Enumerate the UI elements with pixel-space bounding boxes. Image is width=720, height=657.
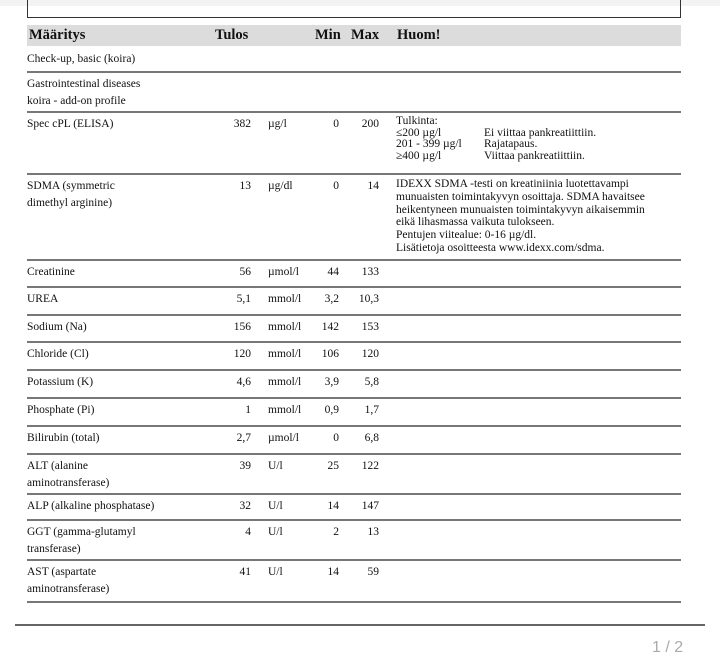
test-name <box>27 76 227 110</box>
test-name-line: UREA <box>27 293 59 305</box>
interpretation-range: ≤200 µg/l <box>396 126 442 139</box>
note-line: eikä lihasmassa vaikuta tulokseen. <box>396 216 555 229</box>
test-min: 3,2 <box>324 293 339 305</box>
test-unit: U/l <box>268 566 283 578</box>
test-result: 5,1 <box>236 293 251 305</box>
test-name <box>27 498 227 515</box>
test-unit: U/l <box>268 460 283 472</box>
test-min: 0,9 <box>324 404 339 416</box>
test-unit: µg/l <box>268 118 287 130</box>
note-line: Pentujen viitealue: 0-16 µg/dl. <box>396 229 537 242</box>
test-result: 1 <box>245 404 251 416</box>
test-name-line: Check-up, basic (koira) <box>27 53 136 65</box>
table-row <box>27 71 681 113</box>
interpretation-text: Ei viittaa pankreatiittiin. <box>484 126 597 139</box>
test-name-line: SDMA (symmetric <box>27 180 115 192</box>
test-max: 122 <box>361 460 379 472</box>
test-result: 13 <box>239 180 251 192</box>
test-name-line: Spec cPL (ELISA) <box>27 118 114 130</box>
test-min: 44 <box>327 266 339 278</box>
note-line: heikentyneen munuaisten toimintakyvyn aikaisemmin <box>396 203 645 216</box>
test-unit: mmol/l <box>268 376 302 388</box>
test-name <box>27 374 227 391</box>
table-row <box>27 493 681 521</box>
test-result: 4 <box>245 526 251 538</box>
test-min: 0 <box>333 180 339 192</box>
test-max: 14 <box>367 180 379 192</box>
table-row <box>27 397 681 427</box>
test-max: 200 <box>361 118 379 130</box>
test-result: 120 <box>233 348 251 360</box>
interpretation-line <box>396 151 681 163</box>
test-name-line: Gastrointestinal diseases <box>27 78 141 90</box>
test-unit: mmol/l <box>268 293 302 305</box>
table-row <box>27 453 681 495</box>
test-max: 1,7 <box>364 404 379 416</box>
test-min: 14 <box>327 500 339 512</box>
test-name-line: aminotransferase) <box>27 477 110 489</box>
test-min: 2 <box>333 526 339 538</box>
interpretation-text: Rajatapaus. <box>484 138 538 150</box>
test-name <box>27 564 227 598</box>
table-row <box>27 314 681 343</box>
test-name <box>27 178 227 212</box>
sdma-note <box>396 178 681 255</box>
test-unit: U/l <box>268 500 283 512</box>
test-unit: µmol/l <box>268 432 299 444</box>
header-note: Huom! <box>397 27 441 43</box>
test-unit: U/l <box>268 526 283 538</box>
test-unit: mmol/l <box>268 404 302 416</box>
test-min: 106 <box>321 348 339 360</box>
test-name-line: Sodium (Na) <box>27 321 87 333</box>
test-result: 56 <box>239 266 251 278</box>
test-name <box>27 458 227 492</box>
test-name-line: transferase) <box>27 543 81 555</box>
test-min: 14 <box>327 566 339 578</box>
test-name <box>27 319 227 336</box>
table-row <box>27 341 681 371</box>
interpretation-note <box>396 116 681 162</box>
test-max: 5,8 <box>364 376 379 388</box>
note-line: munuaisten toimintakyvyn osoittaja. SDMA havaitsee <box>396 190 645 203</box>
table-row <box>27 46 681 73</box>
table-row <box>27 559 681 603</box>
note-title: Tulkinta: <box>396 115 438 127</box>
test-max: 59 <box>367 566 379 578</box>
test-unit: mmol/l <box>268 321 302 333</box>
test-name-line: koira - add-on profile <box>27 95 126 107</box>
page-bottom-divider <box>15 624 705 626</box>
test-max: 147 <box>361 500 379 512</box>
previous-section-box <box>27 0 681 18</box>
test-name <box>27 51 227 68</box>
interpretation-range: ≥400 µg/l <box>396 149 442 162</box>
test-name-line: ALP (alkaline phosphatase) <box>27 500 155 512</box>
test-name <box>27 524 227 558</box>
test-result: 2,7 <box>236 432 251 444</box>
test-name-line: Potassium (K) <box>27 376 94 388</box>
test-min: 25 <box>327 460 339 472</box>
test-max: 10,3 <box>358 293 379 305</box>
test-name-line: dimethyl arginine) <box>27 197 113 209</box>
table-header <box>27 25 681 46</box>
test-unit: mmol/l <box>268 348 302 360</box>
test-name <box>27 402 227 419</box>
test-max: 6,8 <box>364 432 379 444</box>
test-min: 0 <box>333 432 339 444</box>
test-name <box>27 346 227 363</box>
header-result: Tulos <box>215 27 249 43</box>
test-unit: µmol/l <box>268 266 299 278</box>
test-name-line: aminotransferase) <box>27 583 110 595</box>
header-min: Min <box>315 27 341 43</box>
header-name: Määritys <box>29 27 86 43</box>
test-name-line: Bilirubin (total) <box>27 432 100 444</box>
table-row <box>27 286 681 316</box>
table-row <box>27 259 681 288</box>
note-line: Lisätietoja osoitteesta www.idexx.com/sdma. <box>396 241 605 254</box>
test-max: 133 <box>361 266 379 278</box>
test-result: 41 <box>239 566 251 578</box>
table-row <box>27 369 681 399</box>
header-max: Max <box>351 27 380 43</box>
page-indicator: 1 / 2 <box>652 639 684 656</box>
test-name-line: Phosphate (Pi) <box>27 404 95 416</box>
test-name <box>27 116 227 133</box>
test-max: 153 <box>361 321 379 333</box>
test-min: 3,9 <box>324 376 339 388</box>
test-name <box>27 264 227 281</box>
note-line: IDEXX SDMA -testi on kreatiniinia luotettavampi <box>396 178 629 190</box>
table-row <box>27 173 681 261</box>
table-row <box>27 519 681 561</box>
test-min: 142 <box>321 321 339 333</box>
test-min: 0 <box>333 118 339 130</box>
test-result: 382 <box>233 118 251 130</box>
test-name-line: Chloride (Cl) <box>27 348 89 360</box>
test-result: 39 <box>239 460 251 472</box>
table-row <box>27 111 681 175</box>
test-result: 32 <box>239 500 251 512</box>
test-max: 13 <box>367 526 379 538</box>
test-name <box>27 430 227 447</box>
interpretation-text: Viittaa pankreatiittiin. <box>484 149 585 162</box>
test-name <box>27 291 227 308</box>
test-max: 120 <box>361 348 379 360</box>
test-name-line: ALT (alanine <box>27 460 88 472</box>
test-result: 156 <box>233 321 251 333</box>
test-result: 4,6 <box>236 376 251 388</box>
table-row <box>27 425 681 455</box>
interpretation-range: 201 - 399 µg/l <box>396 138 462 150</box>
test-unit: µg/dl <box>268 180 293 192</box>
test-name-line: GGT (gamma-glutamyl <box>27 526 136 538</box>
test-name-line: Creatinine <box>27 266 75 278</box>
test-name-line: AST (aspartate <box>27 566 97 578</box>
